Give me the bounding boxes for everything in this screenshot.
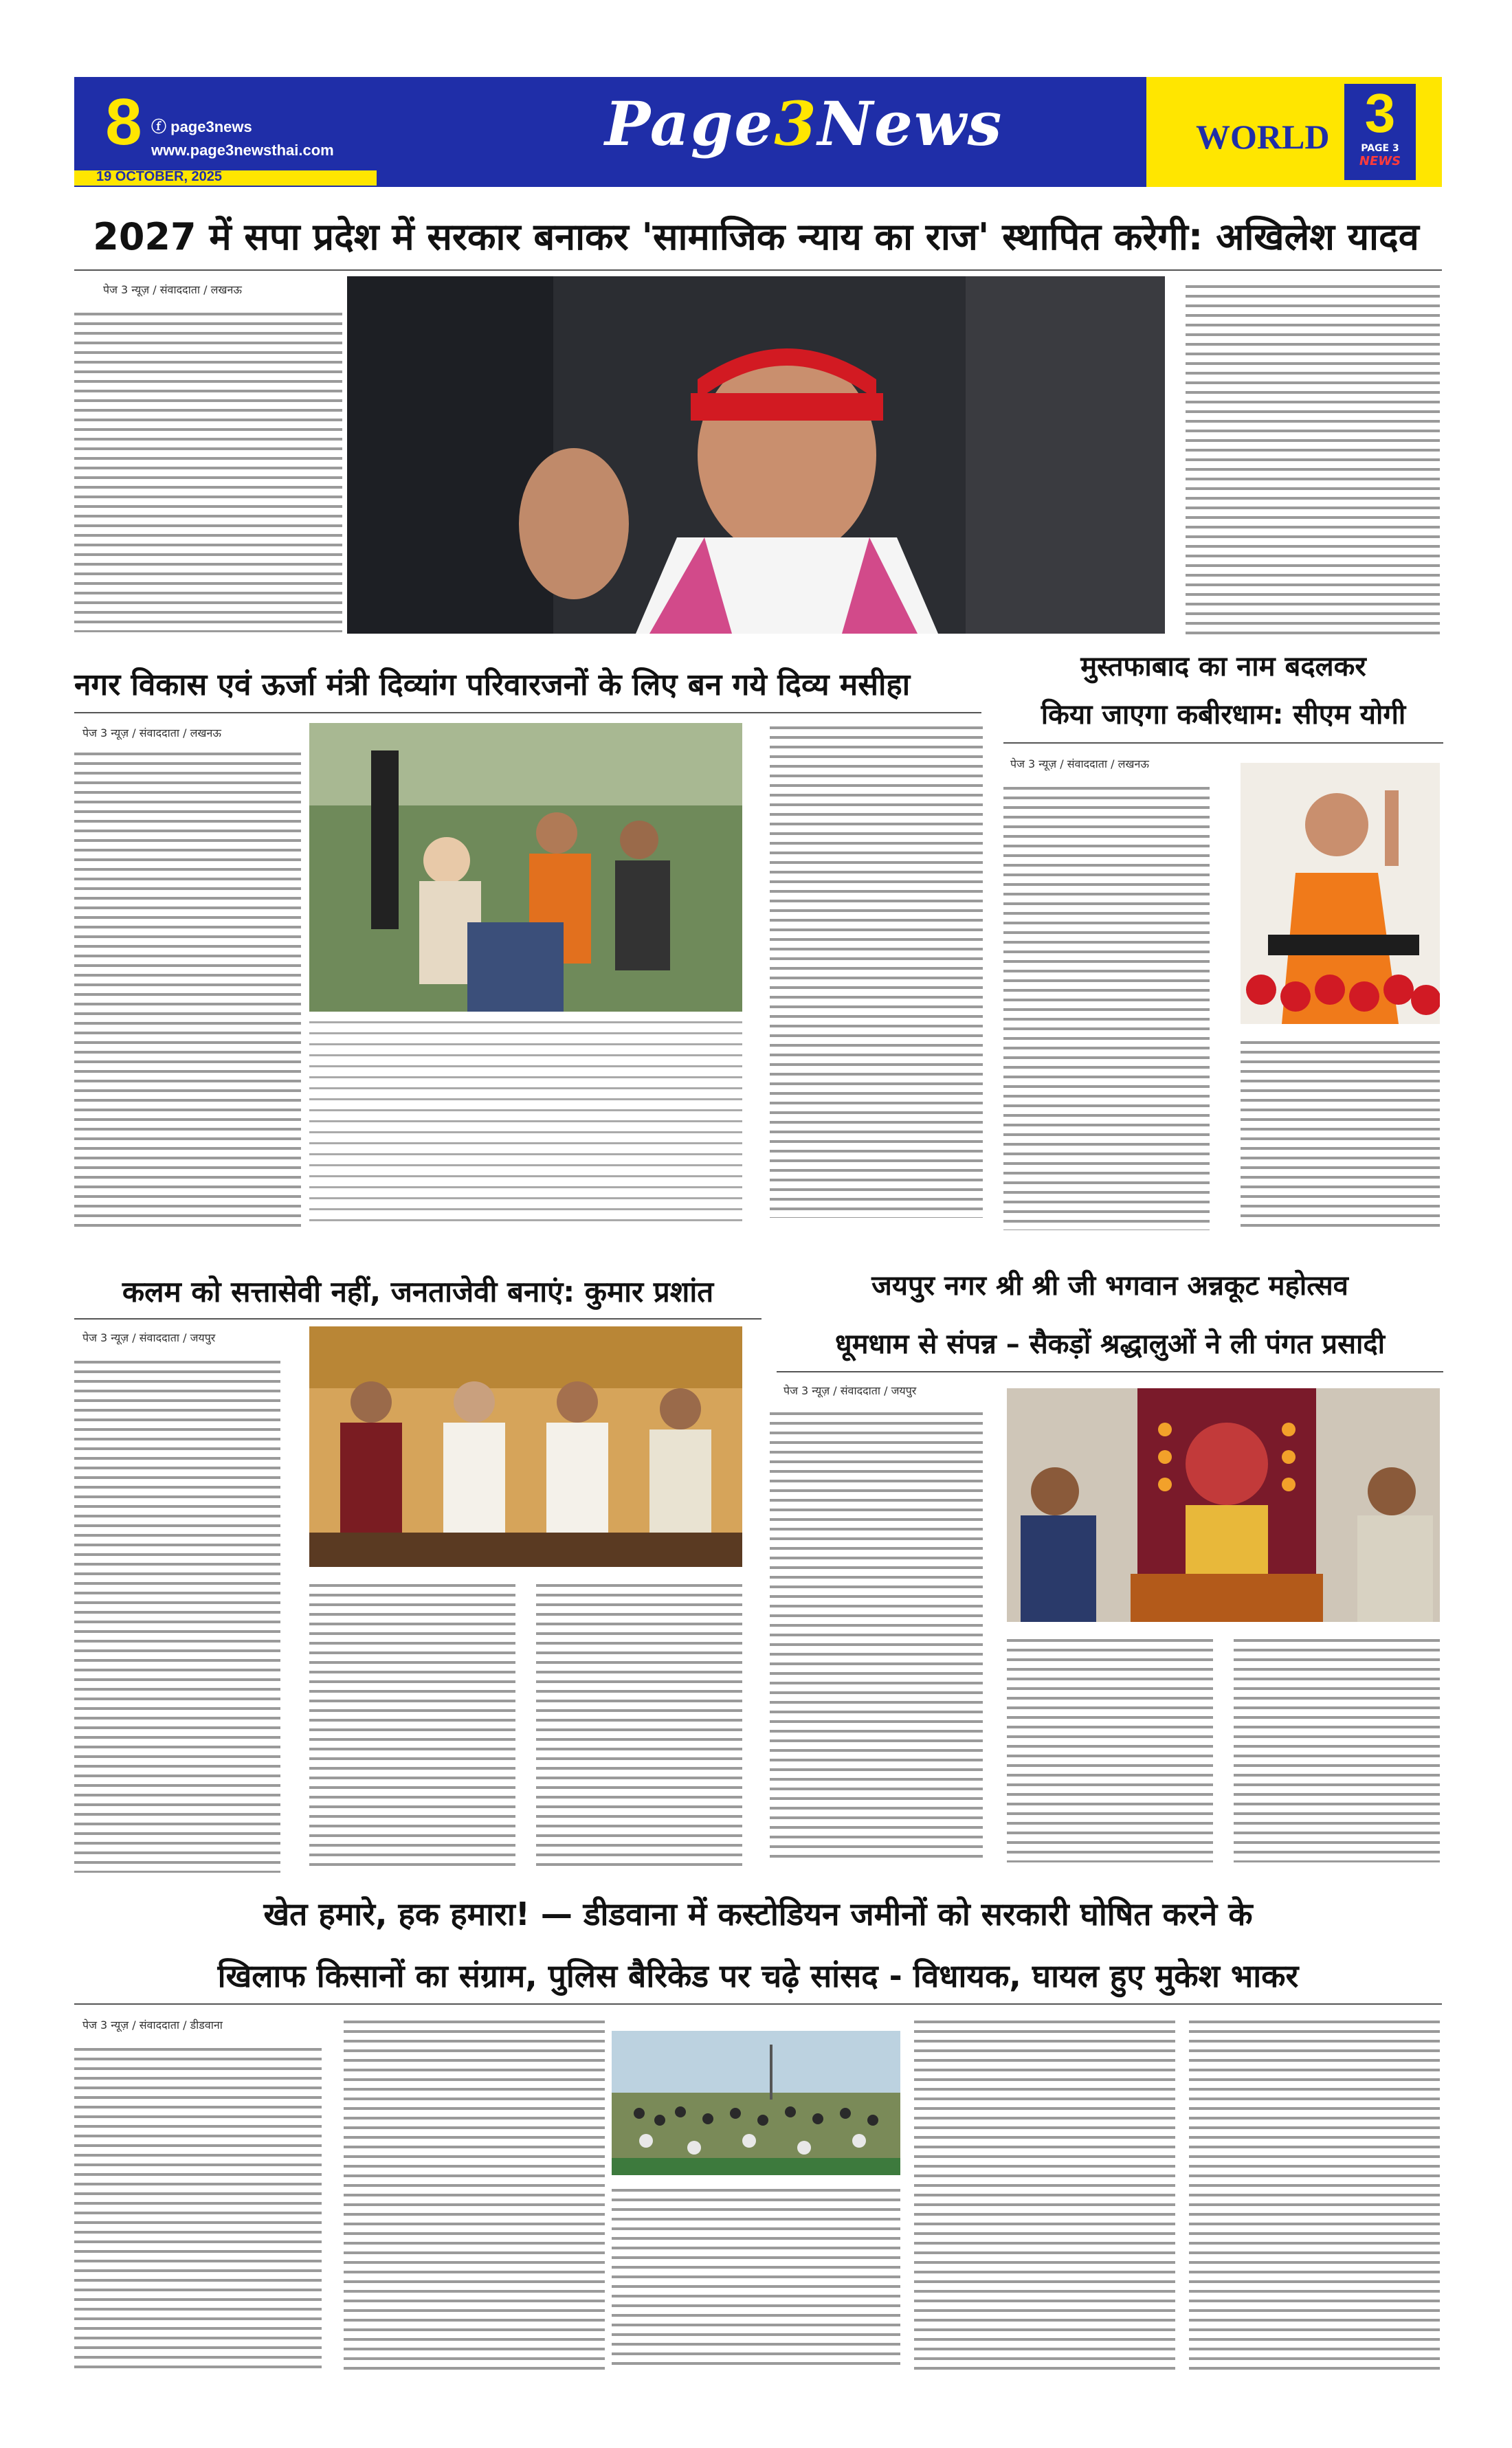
article-1-text-col-2 bbox=[1186, 282, 1440, 639]
issue-date: 19 OCTOBER, 2025 bbox=[96, 169, 223, 184]
article-1-headline[interactable]: 2027 में सपा प्रदेश में सरकार बनाकर 'सामाजिक न्याय का राज' स्थापित करेगी: अखिलेश यादव bbox=[93, 215, 1419, 258]
article-3-text-col-1 bbox=[1003, 783, 1210, 1230]
article-2-photo bbox=[309, 723, 742, 1012]
article-4-rule bbox=[74, 1318, 761, 1320]
page-number: 8 bbox=[105, 85, 142, 159]
article-5-text-col-2 bbox=[1007, 1636, 1213, 1862]
article-4-text-col-3 bbox=[536, 1581, 742, 1869]
article-5-headline-line-2[interactable]: धूमधाम से संपन्न – सैकड़ों श्रद्धालुओं ने ली पंगत प्रसादी bbox=[835, 1328, 1385, 1360]
article-6-text-col-1 bbox=[74, 2045, 322, 2374]
article-1-text-col-1 bbox=[74, 309, 342, 632]
article-2-rule bbox=[74, 712, 981, 713]
brand-logo-box bbox=[1344, 84, 1416, 180]
article-1-photo bbox=[347, 276, 1165, 634]
farmers-protest-photo bbox=[612, 2031, 900, 2175]
article-5-headline-line-1[interactable]: जयपुर नगर श्री श्री जी भगवान अन्नकूट महोत्सव bbox=[871, 1270, 1348, 1302]
article-3-byline: पेज 3 न्यूज़ / संवाददाता / लखनऊ bbox=[1010, 757, 1149, 770]
website-url[interactable]: www.page3newsthai.com bbox=[151, 142, 334, 159]
article-4-byline: पेज 3 न्यूज़ / संवाददाता / जयपुर bbox=[82, 1331, 216, 1344]
akhilesh-yadav-photo bbox=[347, 276, 1165, 634]
article-5-text-col-3 bbox=[1234, 1636, 1440, 1862]
article-5-text-col-1 bbox=[770, 1409, 983, 1862]
article-6-photo bbox=[612, 2031, 900, 2175]
article-2-caption bbox=[309, 1017, 742, 1223]
brand-number: 3 bbox=[1364, 82, 1396, 144]
article-1-byline: पेज 3 न्यूज़ / संवाददाता / लखनऊ bbox=[103, 283, 242, 296]
brand-text: PAGE 3 bbox=[1361, 143, 1399, 154]
facebook-icon: ⓕ bbox=[151, 118, 171, 135]
article-2-text-col-1 bbox=[74, 749, 301, 1230]
article-5-rule bbox=[777, 1371, 1443, 1372]
article-6-headline-line-1[interactable]: खेत हमारे, हक हमारा! — डीडवाना में कस्टोडियन जमीनों को सरकारी घोषित करने के bbox=[263, 1895, 1253, 1933]
article-6-text-col-5 bbox=[1189, 2017, 1440, 2374]
article-6-text-col-3 bbox=[612, 2185, 900, 2371]
article-6-byline: पेज 3 न्यूज़ / संवाददाता / डीडवाना bbox=[82, 2018, 223, 2032]
minister-visit-photo bbox=[309, 723, 742, 1012]
article-2-text-col-2 bbox=[770, 723, 983, 1218]
article-3-headline-line-1[interactable]: मुस्तफाबाद का नाम बदलकर bbox=[1080, 651, 1366, 682]
article-5-photo bbox=[1007, 1388, 1440, 1622]
logo-number: 3 bbox=[774, 88, 818, 159]
cm-yogi-photo bbox=[1241, 763, 1440, 1024]
section-label: WORLD bbox=[1196, 118, 1330, 156]
newspaper-logo[interactable] bbox=[605, 82, 1003, 165]
brand-news: NEWS bbox=[1359, 154, 1401, 168]
article-3-text-col-2 bbox=[1241, 1038, 1440, 1230]
article-4-text-col-1 bbox=[74, 1357, 280, 1873]
social-handle-text: page3news bbox=[170, 118, 252, 135]
article-4-headline[interactable]: कलम को सत्तासेवी नहीं, जनताजेवी बनाएं: कुमार प्रशांत bbox=[122, 1275, 714, 1309]
article-2-headline[interactable]: नगर विकास एवं ऊर्जा मंत्री दिव्यांग परिवारजनों के लिए बन गये दिव्य मसीहा bbox=[74, 667, 911, 702]
article-4-text-col-2 bbox=[309, 1581, 515, 1869]
article-6-text-col-2 bbox=[344, 2017, 605, 2374]
article-3-rule bbox=[1003, 742, 1443, 744]
article-6-headline-line-2[interactable]: खिलाफ किसानों का संग्राम, पुलिस बैरिकेड पर चढ़े सांसद - विधायक, घायल हुए मुकेश भाकर bbox=[217, 1957, 1299, 1994]
article-5-byline: पेज 3 न्यूज़ / संवाददाता / जयपुर bbox=[783, 1384, 917, 1397]
social-handle bbox=[151, 115, 252, 137]
logo-text-left: Page bbox=[605, 88, 775, 159]
article-4-photo bbox=[309, 1326, 742, 1567]
article-3-photo bbox=[1241, 763, 1440, 1024]
article-6-rule bbox=[74, 2003, 1442, 2005]
seminar-panel-photo bbox=[309, 1326, 742, 1567]
article-1-rule bbox=[74, 269, 1442, 271]
logo-text-right: News bbox=[817, 88, 1003, 159]
article-2-byline: पेज 3 न्यूज़ / संवाददाता / लखनऊ bbox=[82, 726, 221, 739]
article-6-text-col-4 bbox=[914, 2017, 1175, 2374]
annakut-festival-photo bbox=[1007, 1388, 1440, 1622]
article-3-headline-line-2[interactable]: किया जाएगा कबीरधाम: सीएम योगी bbox=[1041, 699, 1406, 731]
